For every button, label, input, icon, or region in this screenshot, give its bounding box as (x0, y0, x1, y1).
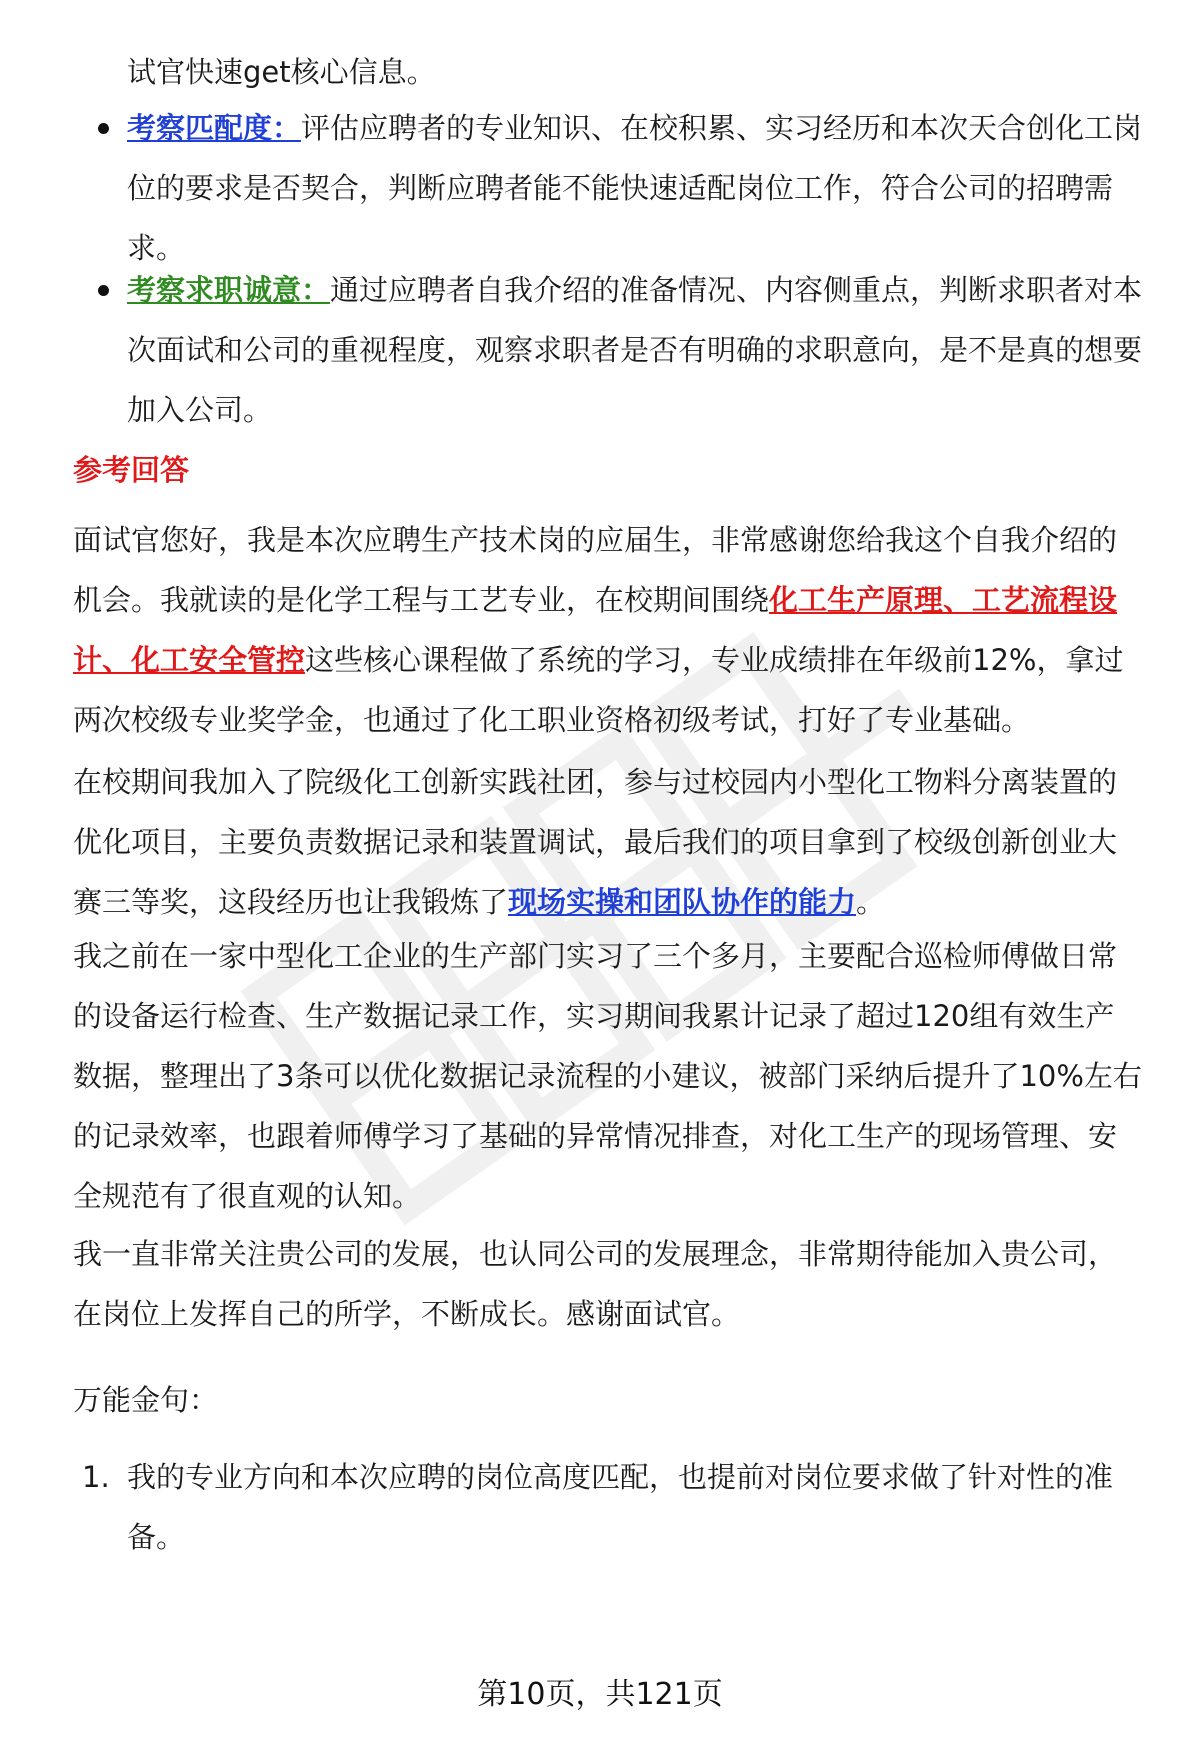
bullet-label-sincerity: 考察求职诚意： (127, 273, 331, 307)
bullet-text-match: 评估应聘者的专业知识、在校积累、实习经历和本次天合创化工岗位的要求是否契合，判断应聘者能不能快速适配岗位工作，符合公司的招聘需求。 (127, 111, 1143, 265)
page-footer: 第10页，共121页 (477, 1677, 723, 1712)
bullet-item-sincerity (127, 260, 1143, 440)
para1-after: 这些核心课程做了系统的学习，专业成绩排在年级前12%，拿过两次校级专业奖学金，也通过了化工职业资格初级考试，打好了专业基础。 (73, 643, 1124, 737)
golden-sentence-title: 万能金句： (73, 1383, 219, 1417)
answer-paragraph-1 (73, 510, 1143, 750)
para1-highlight: 化工生产原理、工艺流程设计、化工安全管控 (73, 583, 1118, 677)
section-heading: 参考回答 (73, 453, 190, 487)
bullet-label-match: 考察匹配度： (127, 111, 302, 145)
intro-tail-text: 试官快速get核心信息。 (127, 55, 436, 89)
answer-paragraph-3: 我之前在一家中型化工企业的生产部门实习了三个多月，主要配合巡检师傅做日常的设备运行检查、生产数据记录工作，实习期间我累计记录了超过120组有效生产数据，整理出了3条可以优化数据记录流程的小建议，被部门采纳后提升了10%左右的记录效率，也跟着师傅学习了基础的异常情况排查，对化工生产的现场管理、安全规范有了很直观的认知。 (73, 939, 1142, 1213)
para2-highlight: 现场实操和团队协作的能力 (508, 885, 857, 919)
golden-item-1: 我的专业方向和本次应聘的岗位高度匹配，也提前对岗位要求做了针对性的准备。 (127, 1460, 1114, 1554)
answer-paragraph-2 (73, 752, 1143, 932)
bullet-text-sincerity: 通过应聘者自我介绍的准备情况、内容侧重点，判断求职者对本次面试和公司的重视程度，观察求职者是否有明确的求职意向，是不是真的想要加入公司。 (127, 273, 1143, 427)
list-number: 1. (82, 1460, 110, 1494)
bullet-dot (98, 285, 109, 296)
para1-before: 面试官您好，我是本次应聘生产技术岗的应届生，非常感谢您给我这个自我介绍的机会。我就读的是化学工程与工艺专业，在校期间围绕 (73, 523, 1118, 617)
bullet-item-match (127, 98, 1143, 278)
para2-after: 。 (856, 885, 886, 919)
answer-paragraph-4: 我一直非常关注贵公司的发展，也认同公司的发展理念，非常期待能加入贵公司，在岗位上发挥自己的所学，不断成长。感谢面试官。 (73, 1237, 1118, 1331)
para2-before: 在校期间我加入了院级化工创新实践社团，参与过校园内小型化工物料分离装置的优化项目，主要负责数据记录和装置调试，最后我们的项目拿到了校级创新创业大赛三等奖，这段经历也让我锻炼了 (73, 765, 1118, 919)
bullet-dot (98, 123, 109, 134)
